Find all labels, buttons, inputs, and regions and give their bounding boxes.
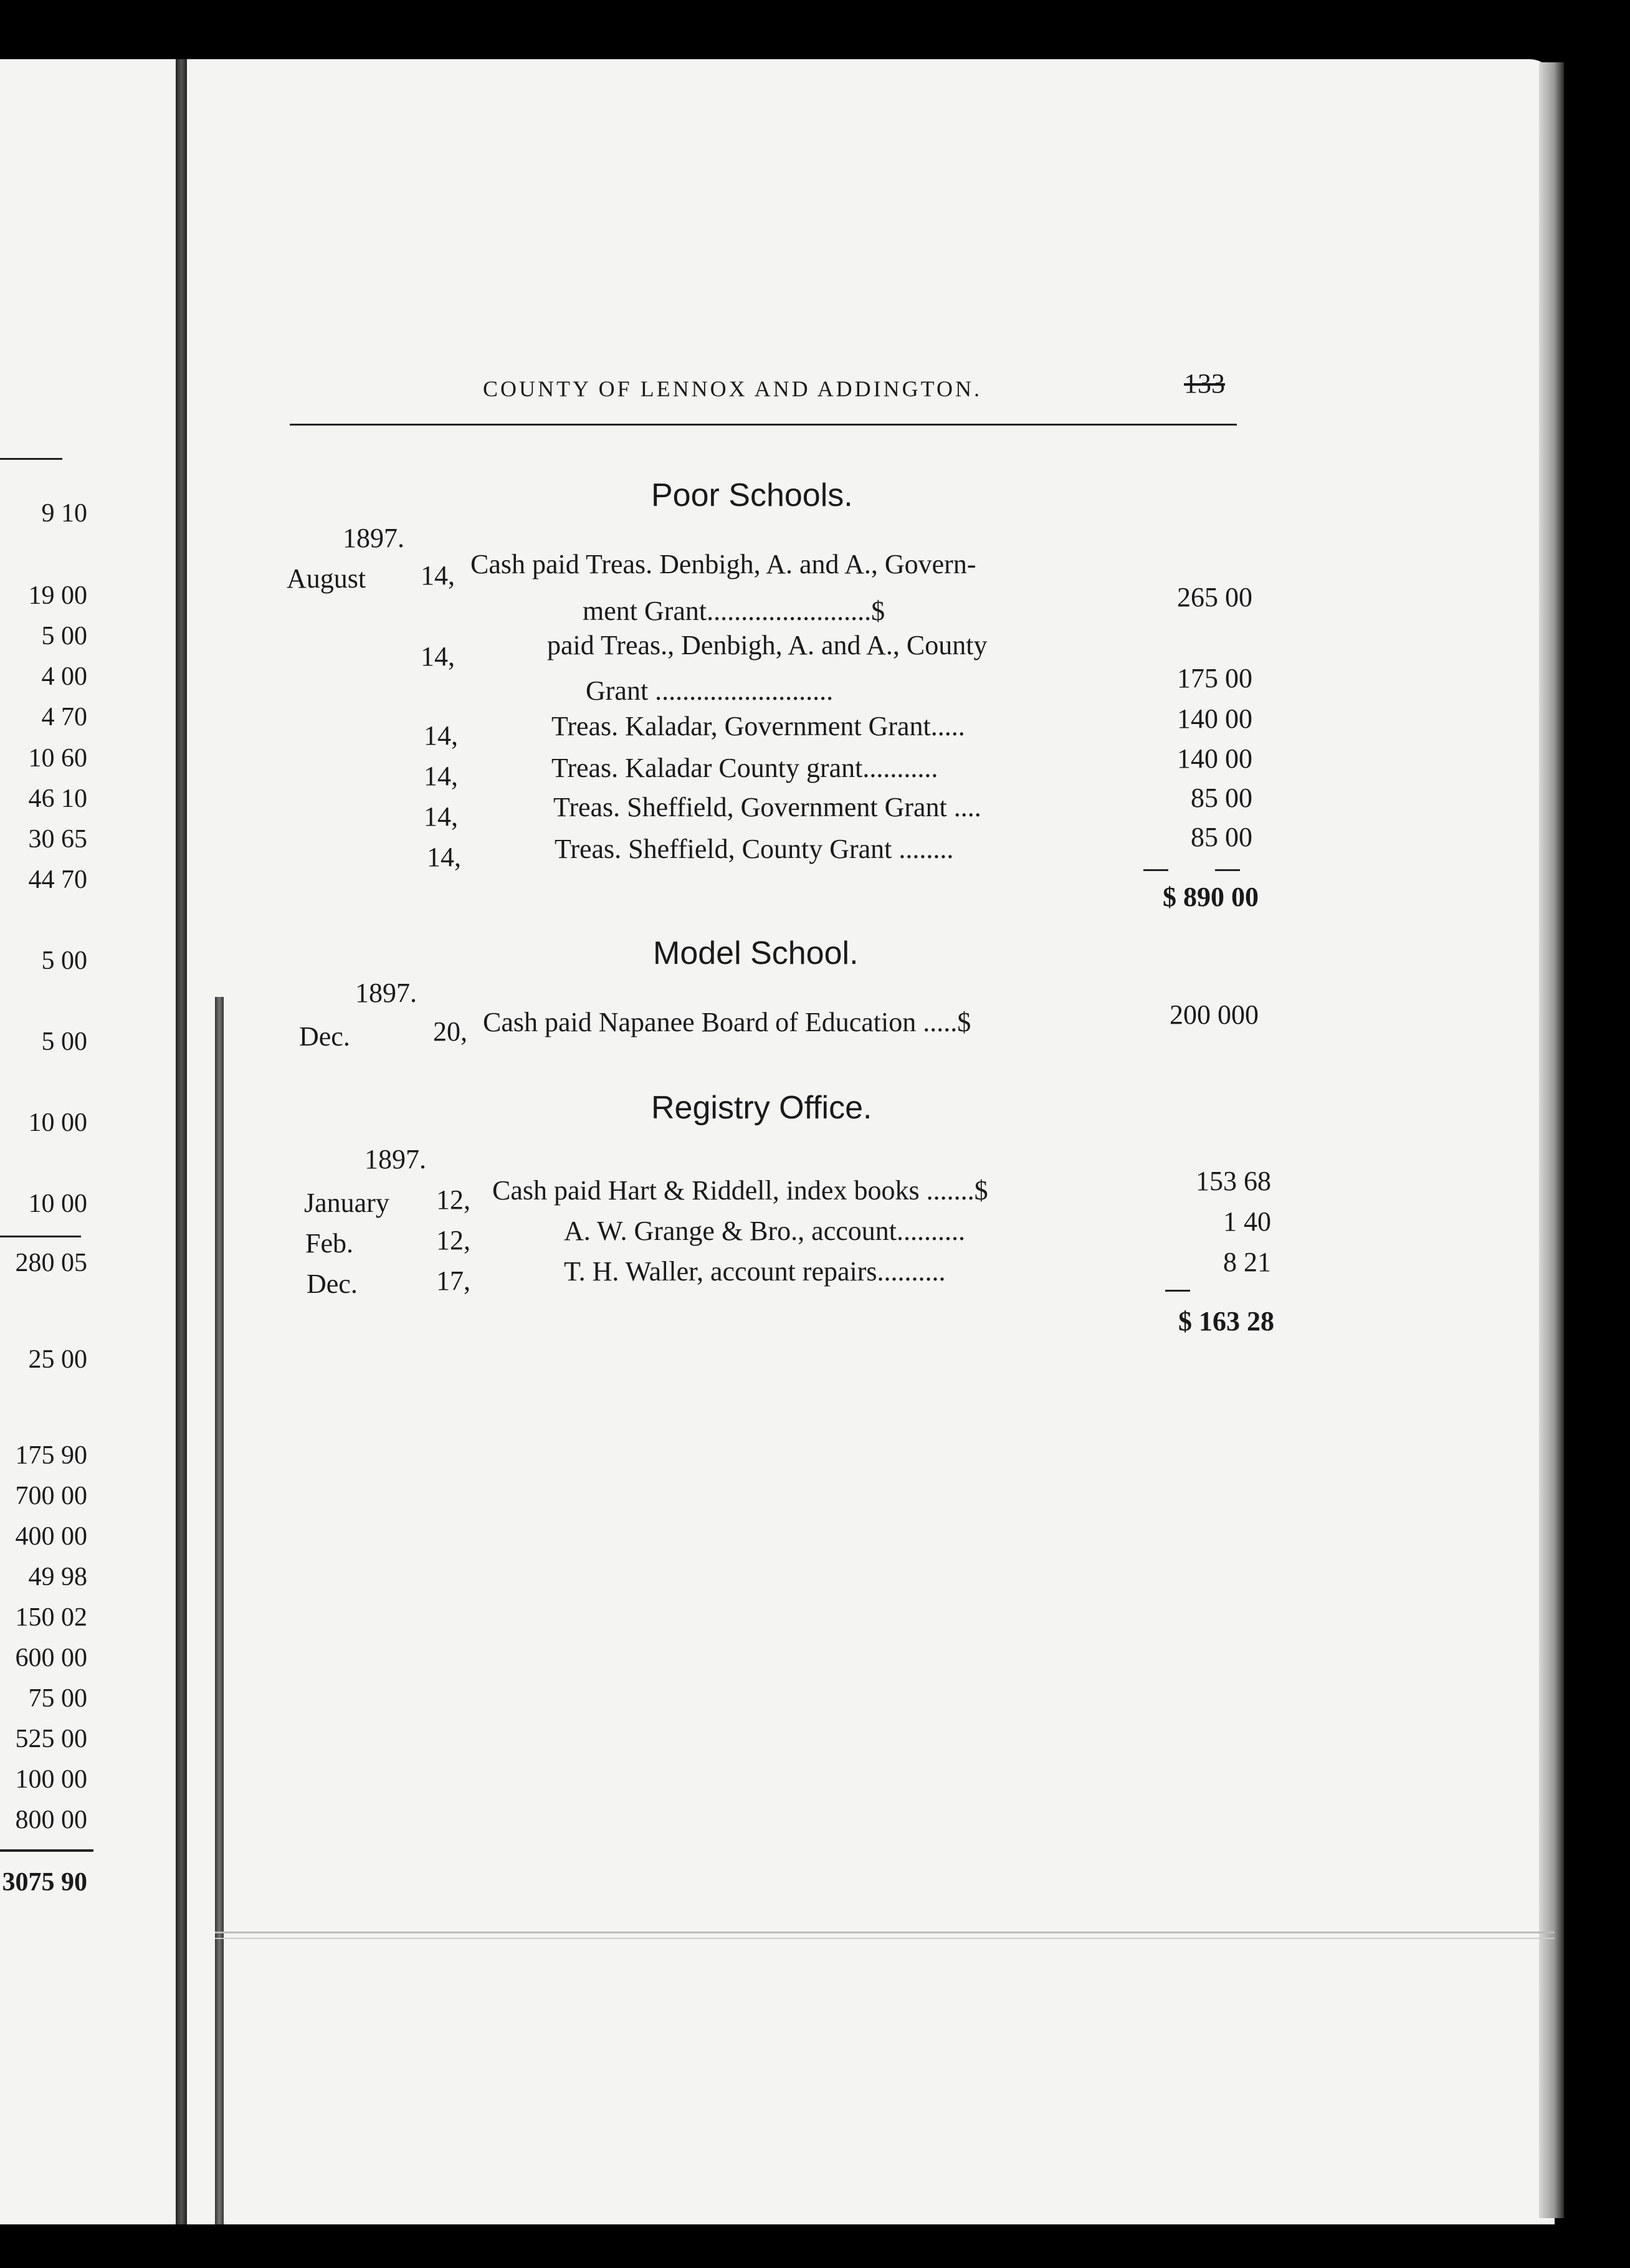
left-amount: 700 00 (15, 1482, 87, 1510)
entry-amount: 153 68 (1196, 1166, 1271, 1196)
entry-amount: 265 00 (1177, 582, 1252, 612)
column-rule-top (0, 458, 62, 460)
left-amount: 400 00 (15, 1522, 87, 1551)
left-amount: 800 00 (15, 1806, 87, 1834)
binding-gutter (176, 59, 187, 2224)
bottom-rule-secondary (215, 1938, 1555, 1939)
entry-description: Treas. Sheffield, County Grant ........ (555, 834, 954, 864)
section-heading-poor-schools: Poor Schools. (651, 477, 853, 513)
entry-day: 14, (424, 801, 458, 832)
entry-amount: 140 00 (1177, 743, 1252, 774)
left-amount: 175 90 (15, 1441, 87, 1470)
entry-amount: 1 40 (1223, 1206, 1271, 1237)
entry-day: 12, (436, 1225, 470, 1256)
entry-description: Treas. Kaladar, Government Grant..... (551, 711, 965, 741)
left-amount: 4 70 (41, 703, 87, 731)
entry-month: January (304, 1188, 389, 1218)
entry-description: ment Grant........................$ (583, 596, 885, 626)
bottom-rule (215, 1932, 1555, 1933)
binding-gutter-shadow (215, 997, 224, 2224)
section-heading-registry-office: Registry Office. (651, 1090, 872, 1126)
entry-amount: 175 00 (1177, 663, 1252, 693)
entry-description: Cash paid Napanee Board of Education .....$ (483, 1007, 971, 1037)
left-amount: 44 70 (28, 865, 87, 894)
left-amount: 10 00 (28, 1108, 87, 1137)
entry-day: 14, (424, 720, 458, 751)
entry-day: 17, (436, 1265, 470, 1296)
left-amount: 10 60 (28, 744, 87, 773)
entry-amount: 8 21 (1223, 1247, 1271, 1277)
sum-rule (1165, 1290, 1190, 1292)
entry-amount: 140 00 (1177, 703, 1252, 734)
column-rule (0, 1236, 81, 1237)
left-amount: 46 10 (28, 784, 87, 813)
left-amount: 100 00 (15, 1765, 87, 1794)
left-amount: 600 00 (15, 1644, 87, 1672)
entry-description: T. H. Waller, account repairs.......... (564, 1256, 946, 1287)
entry-description: Cash paid Treas. Denbigh, A. and A., Govern- (470, 549, 976, 579)
entry-year: 1897. (343, 523, 404, 553)
left-amount: 9 10 (41, 499, 87, 528)
sum-rule (1215, 869, 1240, 871)
entry-amount: 200 000 (1170, 999, 1259, 1030)
left-amount: 5 00 (41, 622, 87, 650)
left-amount: 4 00 (41, 662, 87, 691)
left-amount: 25 00 (28, 1345, 87, 1374)
left-amount: 280 05 (15, 1249, 87, 1277)
section-total: $ 890 00 (1163, 882, 1259, 912)
entry-month: Dec. (307, 1269, 358, 1299)
entry-day: 12, (436, 1184, 470, 1215)
page-header-title: COUNTY OF LENNOX AND ADDINGTON. (483, 376, 982, 401)
entry-amount: 85 00 (1191, 822, 1252, 852)
entry-day: 14, (424, 761, 458, 791)
left-amount: 49 98 (28, 1563, 87, 1591)
entry-day: 20, (433, 1016, 467, 1047)
left-total: 3075 90 (2, 1868, 87, 1897)
column-rule-total (0, 1849, 93, 1852)
entry-month: Dec. (299, 1021, 350, 1052)
left-amount: 525 00 (15, 1725, 87, 1753)
sum-rule (1143, 869, 1168, 871)
entry-description: Treas. Sheffield, Government Grant .... (553, 792, 981, 822)
page-edge (1539, 62, 1564, 2218)
section-heading-model-school: Model School. (653, 935, 859, 971)
entry-description: Grant .......................... (586, 675, 834, 706)
page-number: 133 (1184, 368, 1225, 399)
entry-amount: 85 00 (1191, 783, 1252, 813)
entry-year: 1897. (355, 978, 417, 1008)
entry-day: 14, (421, 560, 455, 591)
entry-day: 14, (427, 842, 461, 872)
entry-day: 14, (421, 641, 455, 672)
entry-description: Cash paid Hart & Riddell, index books .......$ (492, 1175, 988, 1206)
entry-description: paid Treas., Denbigh, A. and A., County (547, 630, 988, 660)
entry-year: 1897. (365, 1144, 426, 1174)
entry-month: Feb. (305, 1228, 353, 1259)
entry-month: August (287, 563, 366, 594)
left-amount: 5 00 (41, 1027, 87, 1056)
entry-description: A. W. Grange & Bro., account.......... (564, 1216, 965, 1246)
left-amount: 5 00 (41, 946, 87, 975)
section-total: $ 163 28 (1178, 1306, 1274, 1336)
left-amount: 30 65 (28, 825, 87, 854)
left-amount: 75 00 (28, 1684, 87, 1713)
left-amount: 19 00 (28, 581, 87, 610)
entry-description: Treas. Kaladar County grant........... (551, 753, 938, 783)
left-amount: 10 00 (28, 1189, 87, 1218)
left-amount: 150 02 (15, 1603, 87, 1632)
header-rule (290, 424, 1237, 426)
